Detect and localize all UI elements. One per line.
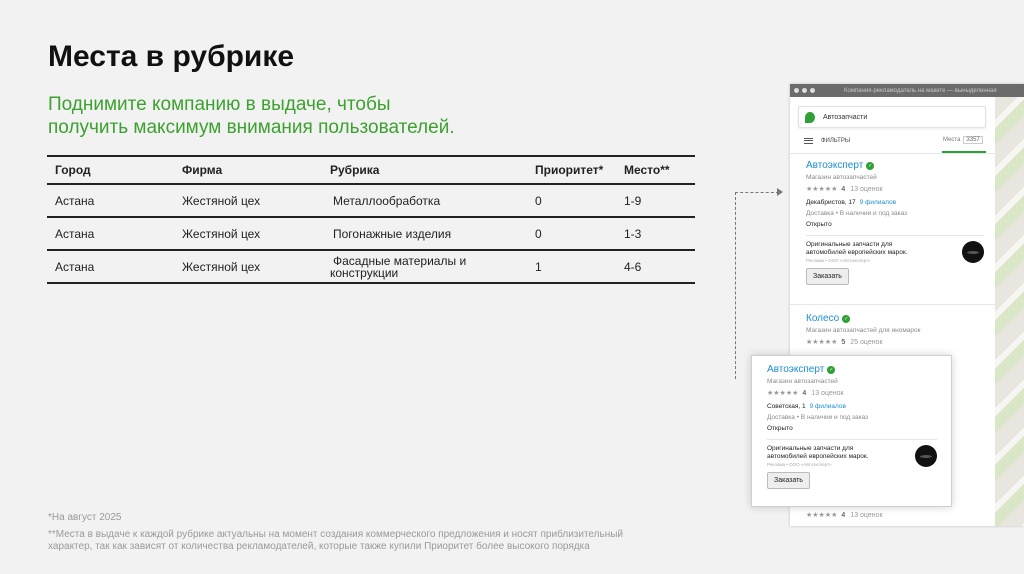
divider — [790, 304, 995, 305]
reviews-count: 13 оценок — [850, 185, 883, 193]
order-button[interactable]: Заказать — [767, 472, 810, 489]
filters-button[interactable] — [804, 136, 850, 145]
rating-value: 4 — [841, 511, 846, 519]
cell-priority: 1 — [535, 259, 542, 274]
result-card[interactable] — [767, 364, 937, 489]
car-logo-icon — [962, 241, 984, 263]
ad-text: Оригинальные запчасти для — [806, 241, 893, 248]
branches-link[interactable]: 9 филиалов — [809, 403, 846, 410]
firm-name-link[interactable]: Автоэксперт ✓ — [806, 160, 873, 171]
open-status: Открыто — [767, 425, 793, 432]
reviews-count: 13 оценок — [850, 511, 883, 519]
divider — [806, 235, 984, 236]
window-dot-icon — [794, 88, 799, 93]
table-header-row — [47, 157, 695, 185]
rating-row — [806, 338, 984, 346]
ad-text: автомобилей европейских марок. — [806, 249, 908, 256]
rubric-line: конструкции — [330, 265, 399, 280]
tab-places[interactable] — [943, 136, 983, 144]
cell-priority: 0 — [535, 193, 542, 208]
slide-title: Места в рубрике — [48, 40, 295, 73]
header-rubric: Рубрика — [330, 163, 380, 177]
window-dot-icon — [802, 88, 807, 93]
rubric-line: Металлообработка — [333, 193, 441, 208]
ad-block — [767, 445, 937, 467]
search-text: Автозапчасти — [823, 113, 868, 121]
order-button[interactable]: Заказать — [806, 268, 849, 285]
footnote-line: **Места в выдаче к каждой рубрике актуальны на момент создания коммерческого предложения и носят приблизительный — [48, 529, 623, 540]
footnote-line: характер, так как зависят от количества рекламодателей, которые также купили Приоритет более высокого порядка — [48, 541, 590, 552]
subtitle-line: Поднимите компанию в выдаче, чтобы — [48, 94, 391, 115]
ad-text: Оригинальные запчасти для — [767, 445, 854, 452]
reviews-count: 13 оценок — [811, 389, 844, 397]
rating-row — [806, 185, 984, 193]
leaf-logo-icon — [805, 112, 815, 123]
cell-city: Астана — [55, 226, 95, 241]
rubric-line: Погонажные изделия — [333, 226, 452, 241]
filter-icon — [804, 136, 813, 145]
filters-label: ФИЛЬТРЫ — [821, 137, 851, 144]
highlighted-card-popout — [751, 355, 952, 507]
rating-value: 5 — [841, 338, 846, 346]
verified-check-icon: ✓ — [829, 366, 834, 373]
table-row — [47, 251, 695, 284]
star-rating-icon: ★★★★★ — [806, 186, 838, 193]
header-firm: Фирма — [182, 163, 223, 177]
rubric-places-table — [47, 155, 695, 284]
cell-rubric — [322, 255, 527, 279]
cell-place: 1-9 — [624, 193, 642, 208]
delivery-info: Доставка • В наличии и под заказ — [806, 210, 908, 217]
address-row — [806, 199, 984, 206]
address-row — [767, 403, 937, 410]
browser-title: Компания-рекламодатель на макете — выныделенная — [844, 87, 997, 94]
browser-titlebar — [790, 84, 1024, 97]
cell-priority: 0 — [535, 226, 542, 241]
star-rating-icon: ★★★★★ — [767, 390, 799, 397]
car-logo-icon — [915, 445, 937, 467]
table-row — [47, 218, 695, 251]
verified-check-icon: ✓ — [844, 315, 849, 322]
firm-name-link[interactable]: Автоэксперт ✓ — [767, 364, 834, 375]
header-priority: Приоритет* — [535, 163, 604, 177]
delivery-info: Доставка • В наличии и под заказ — [767, 414, 869, 421]
verified-check-icon: ✓ — [868, 162, 873, 169]
map-area[interactable] — [995, 97, 1024, 526]
open-status: Открыто — [806, 221, 832, 228]
table-row — [47, 185, 695, 218]
firm-category: Магазин автозапчастей — [767, 378, 838, 385]
cell-rubric — [322, 228, 527, 240]
address: Советская, 1 — [767, 403, 806, 410]
result-card[interactable] — [806, 160, 984, 285]
divider — [790, 153, 995, 154]
star-rating-icon: ★★★★★ — [806, 512, 838, 519]
header-city: Город — [55, 163, 91, 177]
address: Декабристов, 17 — [806, 199, 856, 206]
ad-disclaimer: Реклама • ООО «Автоэксперт» — [806, 258, 871, 263]
cell-place: 4-6 — [624, 259, 642, 274]
rubric-line: Фасадные материалы и — [333, 253, 467, 268]
firm-category: Магазин автозапчастей для иномарок — [806, 327, 921, 334]
connector-line — [735, 192, 779, 193]
places-label: Места — [943, 137, 961, 143]
cell-city: Астана — [55, 259, 95, 274]
cell-firm: Жестяной цех — [182, 226, 261, 241]
cell-place: 1-3 — [624, 226, 642, 241]
places-count-badge: 3357 — [963, 136, 982, 144]
result-card[interactable] — [806, 313, 984, 346]
ad-text: автомобилей европейских марок. — [767, 453, 869, 460]
window-dot-icon — [810, 88, 815, 93]
cell-city: Астана — [55, 193, 95, 208]
ad-disclaimer: Реклама • ООО «Автоэксперт» — [767, 462, 832, 467]
subtitle-line: получить максимум внимания пользователей. — [48, 117, 455, 138]
cell-rubric — [322, 195, 527, 207]
rating-value: 4 — [841, 185, 846, 193]
footnote-disclaimer — [48, 529, 628, 553]
rating-row — [806, 511, 984, 519]
result-card[interactable] — [806, 507, 984, 519]
firm-category: Магазин автозапчастей — [806, 174, 877, 181]
rating-value: 4 — [802, 389, 807, 397]
header-place: Место** — [624, 163, 670, 177]
cell-firm: Жестяной цех — [182, 259, 261, 274]
rating-row — [767, 389, 937, 397]
arrow-right-icon — [777, 188, 783, 196]
connector-line — [735, 192, 736, 379]
star-rating-icon: ★★★★★ — [806, 339, 838, 346]
cell-firm: Жестяной цех — [182, 193, 261, 208]
search-input[interactable] — [798, 106, 986, 128]
reviews-count: 25 оценок — [850, 338, 883, 346]
firm-name-link[interactable]: Колесо ✓ — [806, 313, 849, 324]
slide-subtitle — [48, 93, 508, 139]
footnote-date: *На август 2025 — [48, 512, 122, 523]
ad-block — [806, 241, 984, 263]
divider — [767, 439, 937, 440]
branches-link[interactable]: 9 филиалов — [859, 199, 897, 206]
